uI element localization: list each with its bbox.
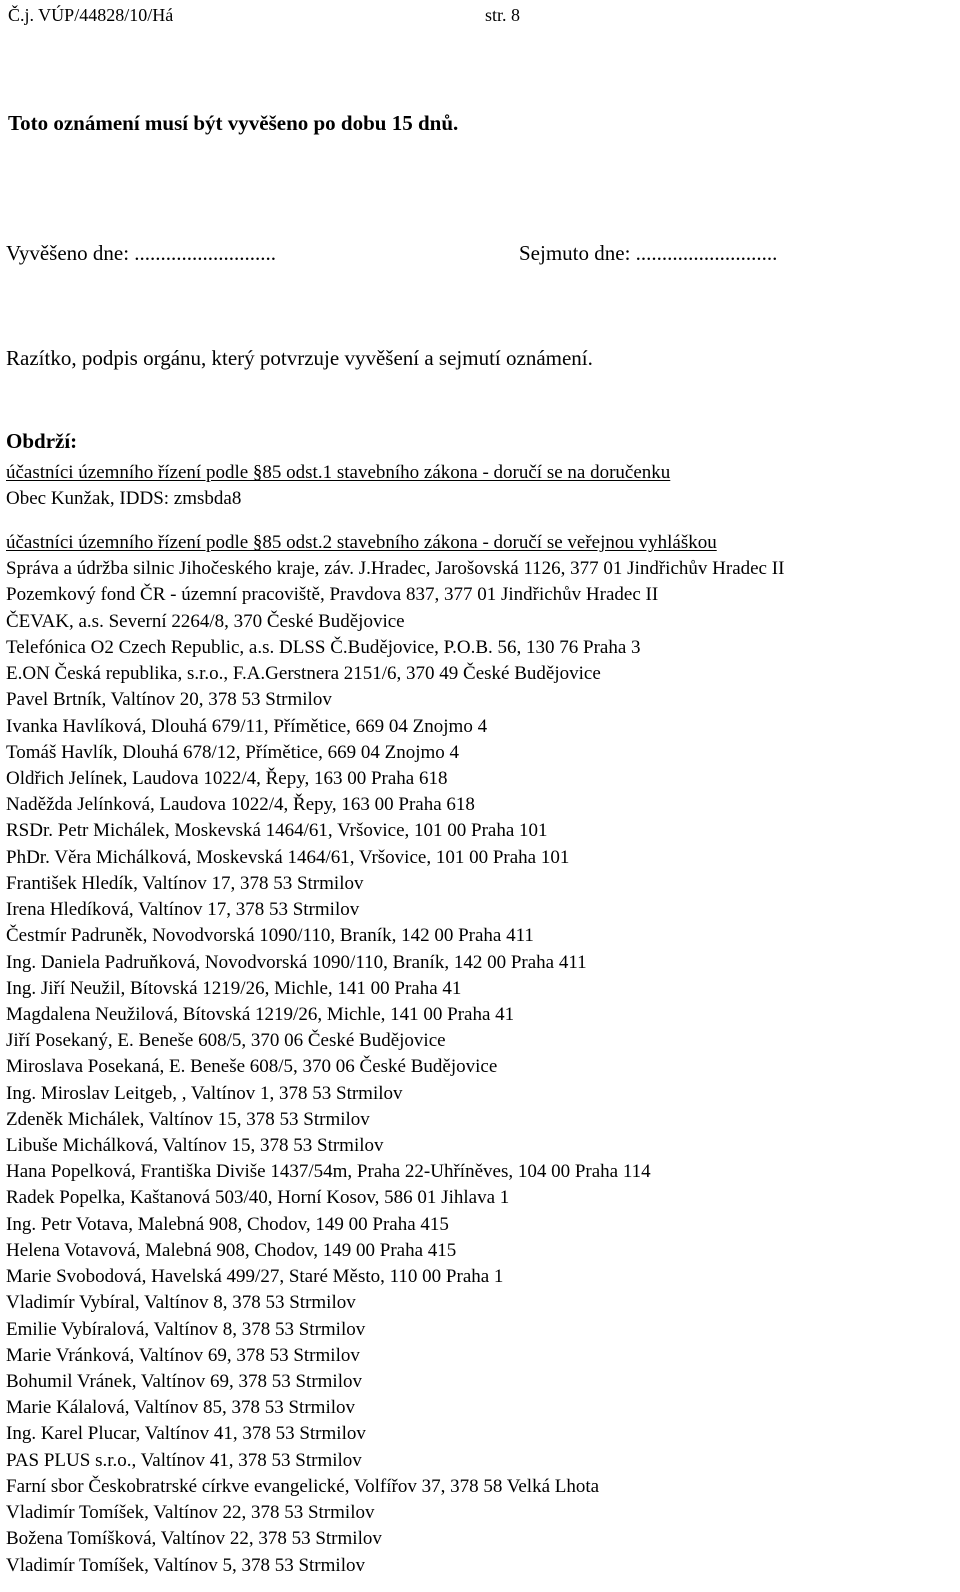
recipient-item: František Hledík, Valtínov 17, 378 53 Strmilov bbox=[6, 872, 364, 894]
recipient-item: Tomáš Havlík, Dlouhá 678/12, Přímětice, 669 04 Znojmo 4 bbox=[6, 741, 460, 763]
recipient-item: Ivanka Havlíková, Dlouhá 679/11, Přímětice, 669 04 Znojmo 4 bbox=[6, 715, 488, 737]
recipient-item: Marie Vránková, Valtínov 69, 378 53 Strmilov bbox=[6, 1344, 360, 1366]
recipient-item: Jiří Posekaný, E. Beneše 608/5, 370 06 České Budějovice bbox=[6, 1030, 446, 1052]
recipient-item: Hana Popelková, Františka Diviše 1437/54m, Praha 22-Uhříněves, 104 00 Praha 114 bbox=[6, 1161, 651, 1183]
page-number: str. 8 bbox=[485, 5, 521, 25]
recipient-item: Zdeněk Michálek, Valtínov 15, 378 53 Strmilov bbox=[6, 1108, 370, 1130]
recipient-item: ČEVAK, a.s. Severní 2264/8, 370 České Budějovice bbox=[6, 610, 405, 632]
posting-dates bbox=[0, 240, 960, 270]
recipient-item: Správa a údržba silnic Jihočeského kraje, záv. J.Hradec, Jarošovská 1126, 377 01 Jindřichův Hradec II bbox=[6, 558, 785, 580]
recipient-item: Oldřich Jelínek, Laudova 1022/4, Řepy, 163 00 Praha 618 bbox=[6, 767, 448, 789]
recipient-item: Božena Tomíšková, Valtínov 22, 378 53 Strmilov bbox=[6, 1528, 382, 1550]
document-reference: Č.j. VÚP/44828/10/Há bbox=[8, 5, 174, 25]
recipient-item: Ing. Jiří Neužil, Bítovská 1219/26, Michle, 141 00 Praha 41 bbox=[6, 977, 462, 999]
group-2-heading: účastníci územního řízení podle §85 odst.2 stavebního zákona - doručí se veřejnou vyhláškou bbox=[6, 532, 717, 553]
recipient-item: Bohumil Vránek, Valtínov 69, 378 53 Strmilov bbox=[6, 1371, 362, 1392]
stamp-instruction: Razítko, podpis orgánu, který potvrzuje vyvěšení a sejmutí oznámení. bbox=[6, 346, 593, 370]
recipient-item: Emilie Vybíralová, Valtínov 8, 378 53 Strmilov bbox=[6, 1318, 366, 1340]
recipient-item: Libuše Michálková, Valtínov 15, 378 53 Strmilov bbox=[6, 1135, 384, 1157]
recipient-item: Radek Popelka, Kaštanová 503/40, Horní Kosov, 586 01 Jihlava 1 bbox=[6, 1187, 510, 1209]
recipient-item: Vladimír Vybíral, Valtínov 8, 378 53 Strmilov bbox=[6, 1292, 356, 1314]
recipient-item: Marie Kálalová, Valtínov 85, 378 53 Strmilov bbox=[6, 1397, 355, 1419]
recipient-item: PhDr. Věra Michálková, Moskevská 1464/61, Vršovice, 101 00 Praha 101 bbox=[6, 846, 570, 868]
recipient-item: Vladimír Tomíšek, Valtínov 5, 378 53 Strmilov bbox=[6, 1554, 365, 1576]
recipient-item: Čestmír Padruněk, Novodvorská 1090/110, Braník, 142 00 Praha 411 bbox=[6, 925, 534, 947]
recipient-item: Pavel Brtník, Valtínov 20, 378 53 Strmilov bbox=[6, 689, 332, 711]
recipient-item: Ing. Daniela Padruňková, Novodvorská 1090/110, Braník, 142 00 Praha 411 bbox=[6, 951, 587, 973]
recipient-item: Telefónica O2 Czech Republic, a.s. DLSS Č.Budějovice, P.O.B. 56, 130 76 Praha 3 bbox=[6, 636, 641, 658]
recipient-item: RSDr. Petr Michálek, Moskevská 1464/61, Vršovice, 101 00 Praha 101 bbox=[6, 820, 548, 842]
recipient-item: Ing. Petr Votava, Malebná 908, Chodov, 149 00 Praha 415 bbox=[6, 1213, 449, 1235]
recipient-item: Irena Hledíková, Valtínov 17, 378 53 Strmilov bbox=[6, 899, 360, 921]
recipient-item: Miroslava Posekaná, E. Beneše 608/5, 370 06 České Budějovice bbox=[6, 1056, 498, 1078]
recipient-item: PAS PLUS s.r.o., Valtínov 41, 378 53 Strmilov bbox=[6, 1449, 362, 1471]
posting-notice: Toto oznámení musí být vyvěšeno po dobu 15 dnů. bbox=[8, 111, 459, 135]
recipient-item: Helena Votavová, Malebná 908, Chodov, 149 00 Praha 415 bbox=[6, 1239, 457, 1261]
recipients-group-1 bbox=[6, 460, 670, 512]
removed-date-field: Sejmuto dne: ........................... bbox=[519, 241, 778, 265]
recipient-item: Naděžda Jelínková, Laudova 1022/4, Řepy, 163 00 Praha 618 bbox=[6, 794, 475, 816]
recipients-title: Obdrží: bbox=[6, 429, 78, 453]
recipient-item: Ing. Miroslav Leitgeb, , Valtínov 1, 378 53 Strmilov bbox=[6, 1082, 403, 1104]
recipient-item: Vladimír Tomíšek, Valtínov 22, 378 53 Strmilov bbox=[6, 1502, 375, 1524]
recipient-item: Magdalena Neužilová, Bítovská 1219/26, Michle, 141 00 Praha 41 bbox=[6, 1003, 515, 1025]
recipient-item: Ing. Karel Plucar, Valtínov 41, 378 53 Strmilov bbox=[6, 1423, 366, 1445]
recipients-group-2 bbox=[6, 530, 784, 1579]
group-1-heading: účastníci územního řízení podle §85 odst.1 stavebního zákona - doručí se na doručenku bbox=[6, 462, 671, 483]
recipient-item: E.ON Česká republika, s.r.o., F.A.Gerstnera 2151/6, 370 49 České Budějovice bbox=[6, 663, 601, 685]
recipient-item: Obec Kunžak, IDDS: zmsbda8 bbox=[6, 488, 242, 509]
recipient-item: Farní sbor Českobratrské církve evangelické, Volfířov 37, 378 58 Velká Lhota bbox=[6, 1475, 600, 1497]
recipient-item: Marie Svobodová, Havelská 499/27, Staré Město, 110 00 Praha 1 bbox=[6, 1266, 504, 1288]
posted-date-field: Vyvěšeno dne: ........................... bbox=[6, 241, 277, 265]
recipient-item: Pozemkový fond ČR - územní pracoviště, Pravdova 837, 377 01 Jindřichův Hradec II bbox=[6, 584, 659, 606]
